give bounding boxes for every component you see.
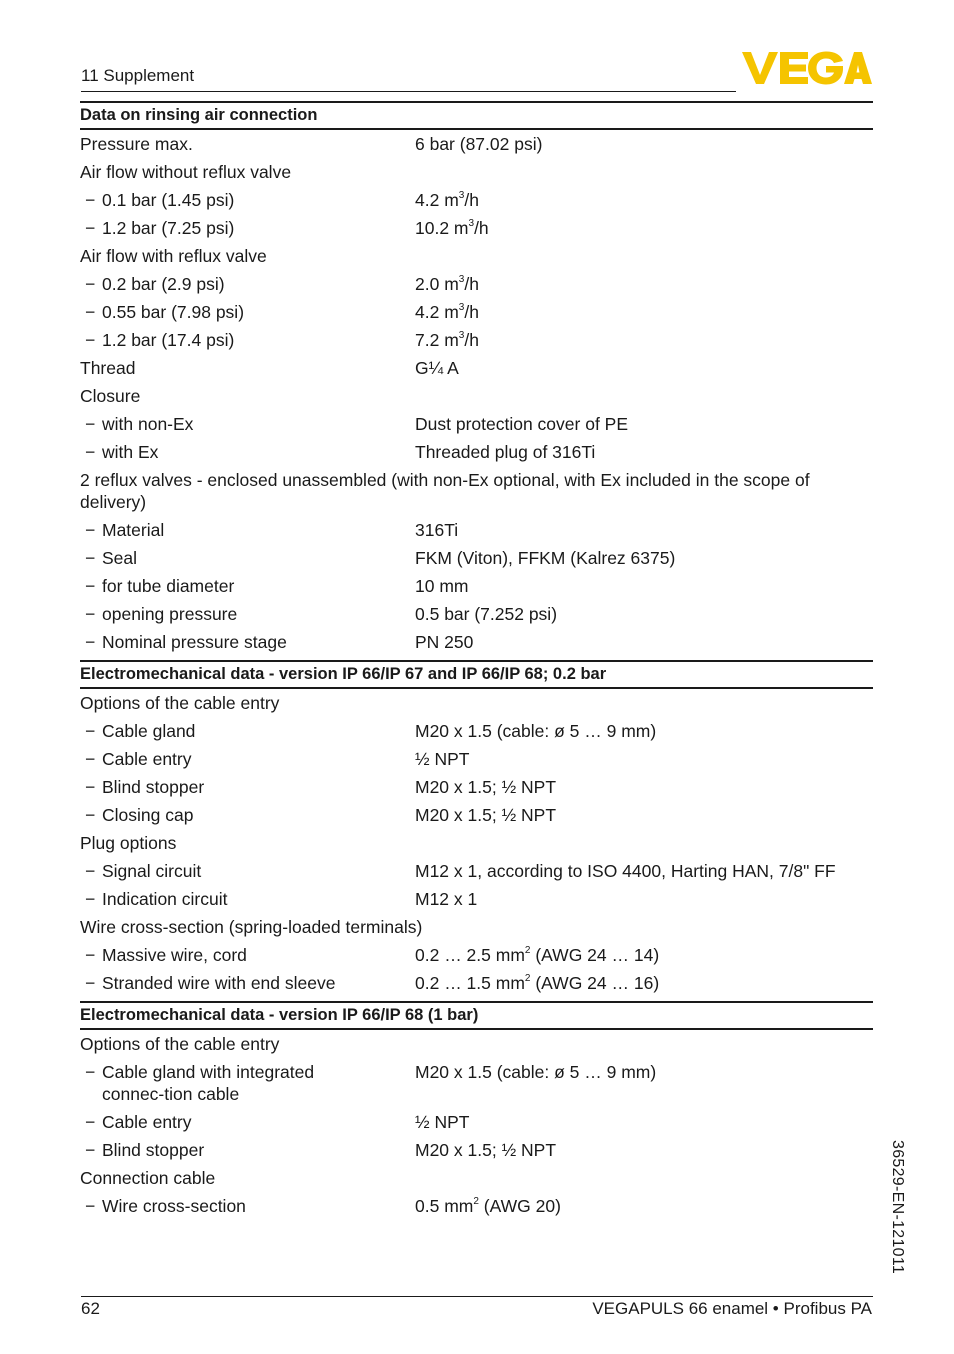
spec-value-text: Dust protection cover of PE [415,414,629,434]
spec-value [415,133,542,155]
spec-value-suffix: /h [464,302,479,322]
spec-value-superscript: 3 [458,302,465,314]
spec-value [415,972,659,994]
spec-value-text: 316Ti [415,520,459,540]
spec-sub-row [80,410,873,438]
spec-label: − Signal circuit [80,860,380,882]
spec-sub-row [80,773,873,801]
spec-sub-row [80,885,873,913]
spec-sub-row [80,1108,873,1136]
spec-value [415,603,557,625]
spec-sub-row [80,326,873,354]
spec-row [80,382,873,410]
spec-value-superscript: 3 [458,274,465,286]
spec-row [80,913,873,941]
spec-value-text: M12 x 1, according to ISO 4400, Harting HAN, 7/8" FF [415,861,836,881]
spec-value-superscript: 3 [458,330,465,342]
spec-sub-row [80,516,873,544]
spec-label: − with non-Ex [80,413,380,435]
spec-value-superscript: 3 [458,190,465,202]
spec-row [80,1164,873,1192]
spec-value [415,329,479,351]
spec-value-text: 0.2 … 1.5 mm [415,973,525,993]
spec-value-superscript: 2 [473,1196,479,1208]
spec-row [80,354,873,382]
spec-label: − Cable gland [80,720,380,742]
spec-value-text: M20 x 1.5 (cable: ø 5 … 9 mm) [415,1062,657,1082]
spec-label: − Closing cap [80,804,380,826]
page-number: 62 [81,1299,100,1318]
spec-value [415,776,556,798]
spec-row [80,158,873,186]
spec-label: Air flow without reflux valve [80,162,292,182]
footer-rule [81,1296,873,1297]
spec-label: − Nominal pressure stage [80,631,380,653]
spec-label: − Stranded wire with end sleeve [80,972,380,994]
spec-sub-row [80,600,873,628]
spec-value-superscript: 3 [468,218,475,230]
spec-label: − 1.2 bar (7.25 psi) [80,217,380,239]
spec-value-suffix: /h [464,274,479,294]
spec-label: − Material [80,519,380,541]
spec-value [415,575,468,597]
section-heading: Data on rinsing air connection [80,101,873,130]
document-code: 36529-EN-121011 [889,1140,906,1275]
spec-value-superscript: 2 [524,945,531,957]
spec-sub-row [80,1058,873,1108]
spec-row [80,130,873,158]
spec-value-text: M12 x 1 [415,889,478,909]
header-rule [81,91,736,92]
spec-label: − Blind stopper [80,1139,380,1161]
spec-value-text: 0.2 … 2.5 mm [415,945,525,965]
spec-value-text: 4.2 m [415,190,459,210]
spec-value [415,441,595,463]
spec-label: − 0.55 bar (7.98 psi) [80,301,380,323]
spec-value-text: M20 x 1.5; ½ NPT [415,777,557,797]
spec-value-text: 10.2 m [415,218,469,238]
spec-value [415,1139,556,1161]
spec-label: − Cable gland with integrated connec-tion cable [80,1061,380,1105]
footer-title: VEGAPULS 66 enamel • Profibus PA [592,1299,872,1318]
spec-value-text: FKM (Viton), FFKM (Kalrez 6375) [415,548,676,568]
spec-value-suffix: (AWG 24 … 14) [530,945,660,965]
spec-label: Pressure max. [80,134,193,154]
spec-content [80,101,873,1220]
spec-label: Wire cross-section (spring-loaded terminals) [80,917,423,937]
spec-sub-row [80,717,873,745]
spec-label: − 0.2 bar (2.9 psi) [80,273,380,295]
spec-label: − Cable entry [80,1111,380,1133]
spec-sub-row [80,214,873,242]
spec-value [415,547,675,569]
spec-sub-row [80,270,873,298]
spec-value-suffix: /h [464,190,479,210]
spec-label: − with Ex [80,441,380,463]
spec-label: − Indication circuit [80,888,380,910]
spec-value-suffix: (AWG 20) [478,1196,561,1216]
spec-sub-row [80,628,873,656]
spec-label: Thread [80,358,136,378]
spec-sub-row [80,1192,873,1220]
spec-label: Air flow with reflux valve [80,246,267,266]
spec-value-text: ½ NPT [415,749,470,769]
spec-value-text: G¼ A [415,358,459,378]
spec-label: − Seal [80,547,380,569]
spec-value-text: 7.2 m [415,330,459,350]
spec-label: Connection cable [80,1168,216,1188]
spec-value [415,273,479,295]
spec-value-text: 2.0 m [415,274,459,294]
spec-label: − Blind stopper [80,776,380,798]
spec-value-text: 0.5 bar (7.252 psi) [415,604,558,624]
spec-value-suffix: (AWG 24 … 16) [530,973,660,993]
spec-label: Options of the cable entry [80,693,280,713]
spec-sub-row [80,544,873,572]
spec-sub-row [80,969,873,997]
spec-value-text: 6 bar (87.02 psi) [415,134,543,154]
spec-label: − 0.1 bar (1.45 psi) [80,189,380,211]
spec-value-suffix: /h [474,218,489,238]
spec-value-text: ½ NPT [415,1112,470,1132]
spec-value-text: PN 250 [415,632,474,652]
header-section-label: 11 Supplement [81,66,195,85]
spec-value-text: M20 x 1.5; ½ NPT [415,805,557,825]
section-heading: Electromechanical data - version IP 66/IP 68 (1 bar) [80,1001,873,1030]
spec-value [415,720,656,742]
spec-value [415,1111,469,1133]
spec-row [80,829,873,857]
spec-value [415,748,469,770]
spec-value [415,189,479,211]
spec-sub-row [80,857,873,885]
spec-sub-row [80,186,873,214]
spec-value [415,631,473,653]
section-heading: Electromechanical data - version IP 66/IP 67 and IP 66/IP 68; 0.2 bar [80,660,873,689]
spec-sub-row [80,1136,873,1164]
spec-row [80,1030,873,1058]
spec-value-text: M20 x 1.5 (cable: ø 5 … 9 mm) [415,721,657,741]
spec-value-text: 4.2 m [415,302,459,322]
spec-value [415,804,556,826]
spec-label: − Cable entry [80,748,380,770]
spec-label: Closure [80,386,141,406]
spec-value [415,888,477,910]
spec-label: − 1.2 bar (17.4 psi) [80,329,380,351]
spec-value-text: Threaded plug of 316Ti [415,442,596,462]
spec-row [80,242,873,270]
spec-sub-row [80,298,873,326]
spec-sub-row [80,941,873,969]
spec-value [415,860,836,882]
spec-value [415,1195,561,1217]
spec-value [415,357,459,379]
spec-sub-row [80,438,873,466]
spec-value-text: M20 x 1.5; ½ NPT [415,1140,557,1160]
spec-label: − Massive wire, cord [80,944,380,966]
spec-value-text: 0.5 mm [415,1196,474,1216]
spec-sub-row [80,572,873,600]
spec-label: − for tube diameter [80,575,380,597]
spec-value-superscript: 2 [524,973,531,985]
spec-value [415,217,489,239]
spec-value-suffix: /h [464,330,479,350]
spec-label: − Wire cross-section [80,1195,380,1217]
spec-label: Options of the cable entry [80,1034,280,1054]
spec-value [415,519,458,541]
spec-value [415,413,628,435]
spec-row [80,689,873,717]
spec-value [415,944,659,966]
spec-value-text: 10 mm [415,576,469,596]
spec-value [415,301,479,323]
spec-sub-row [80,745,873,773]
spec-row [80,466,873,516]
spec-sub-row [80,801,873,829]
spec-label: 2 reflux valves - enclosed unassembled (with non-Ex optional, with Ex included in the scope of delivery) [80,470,810,512]
vega-logo [742,51,872,85]
spec-label: − opening pressure [80,603,380,625]
spec-label: Plug options [80,833,177,853]
spec-value [415,1061,656,1083]
